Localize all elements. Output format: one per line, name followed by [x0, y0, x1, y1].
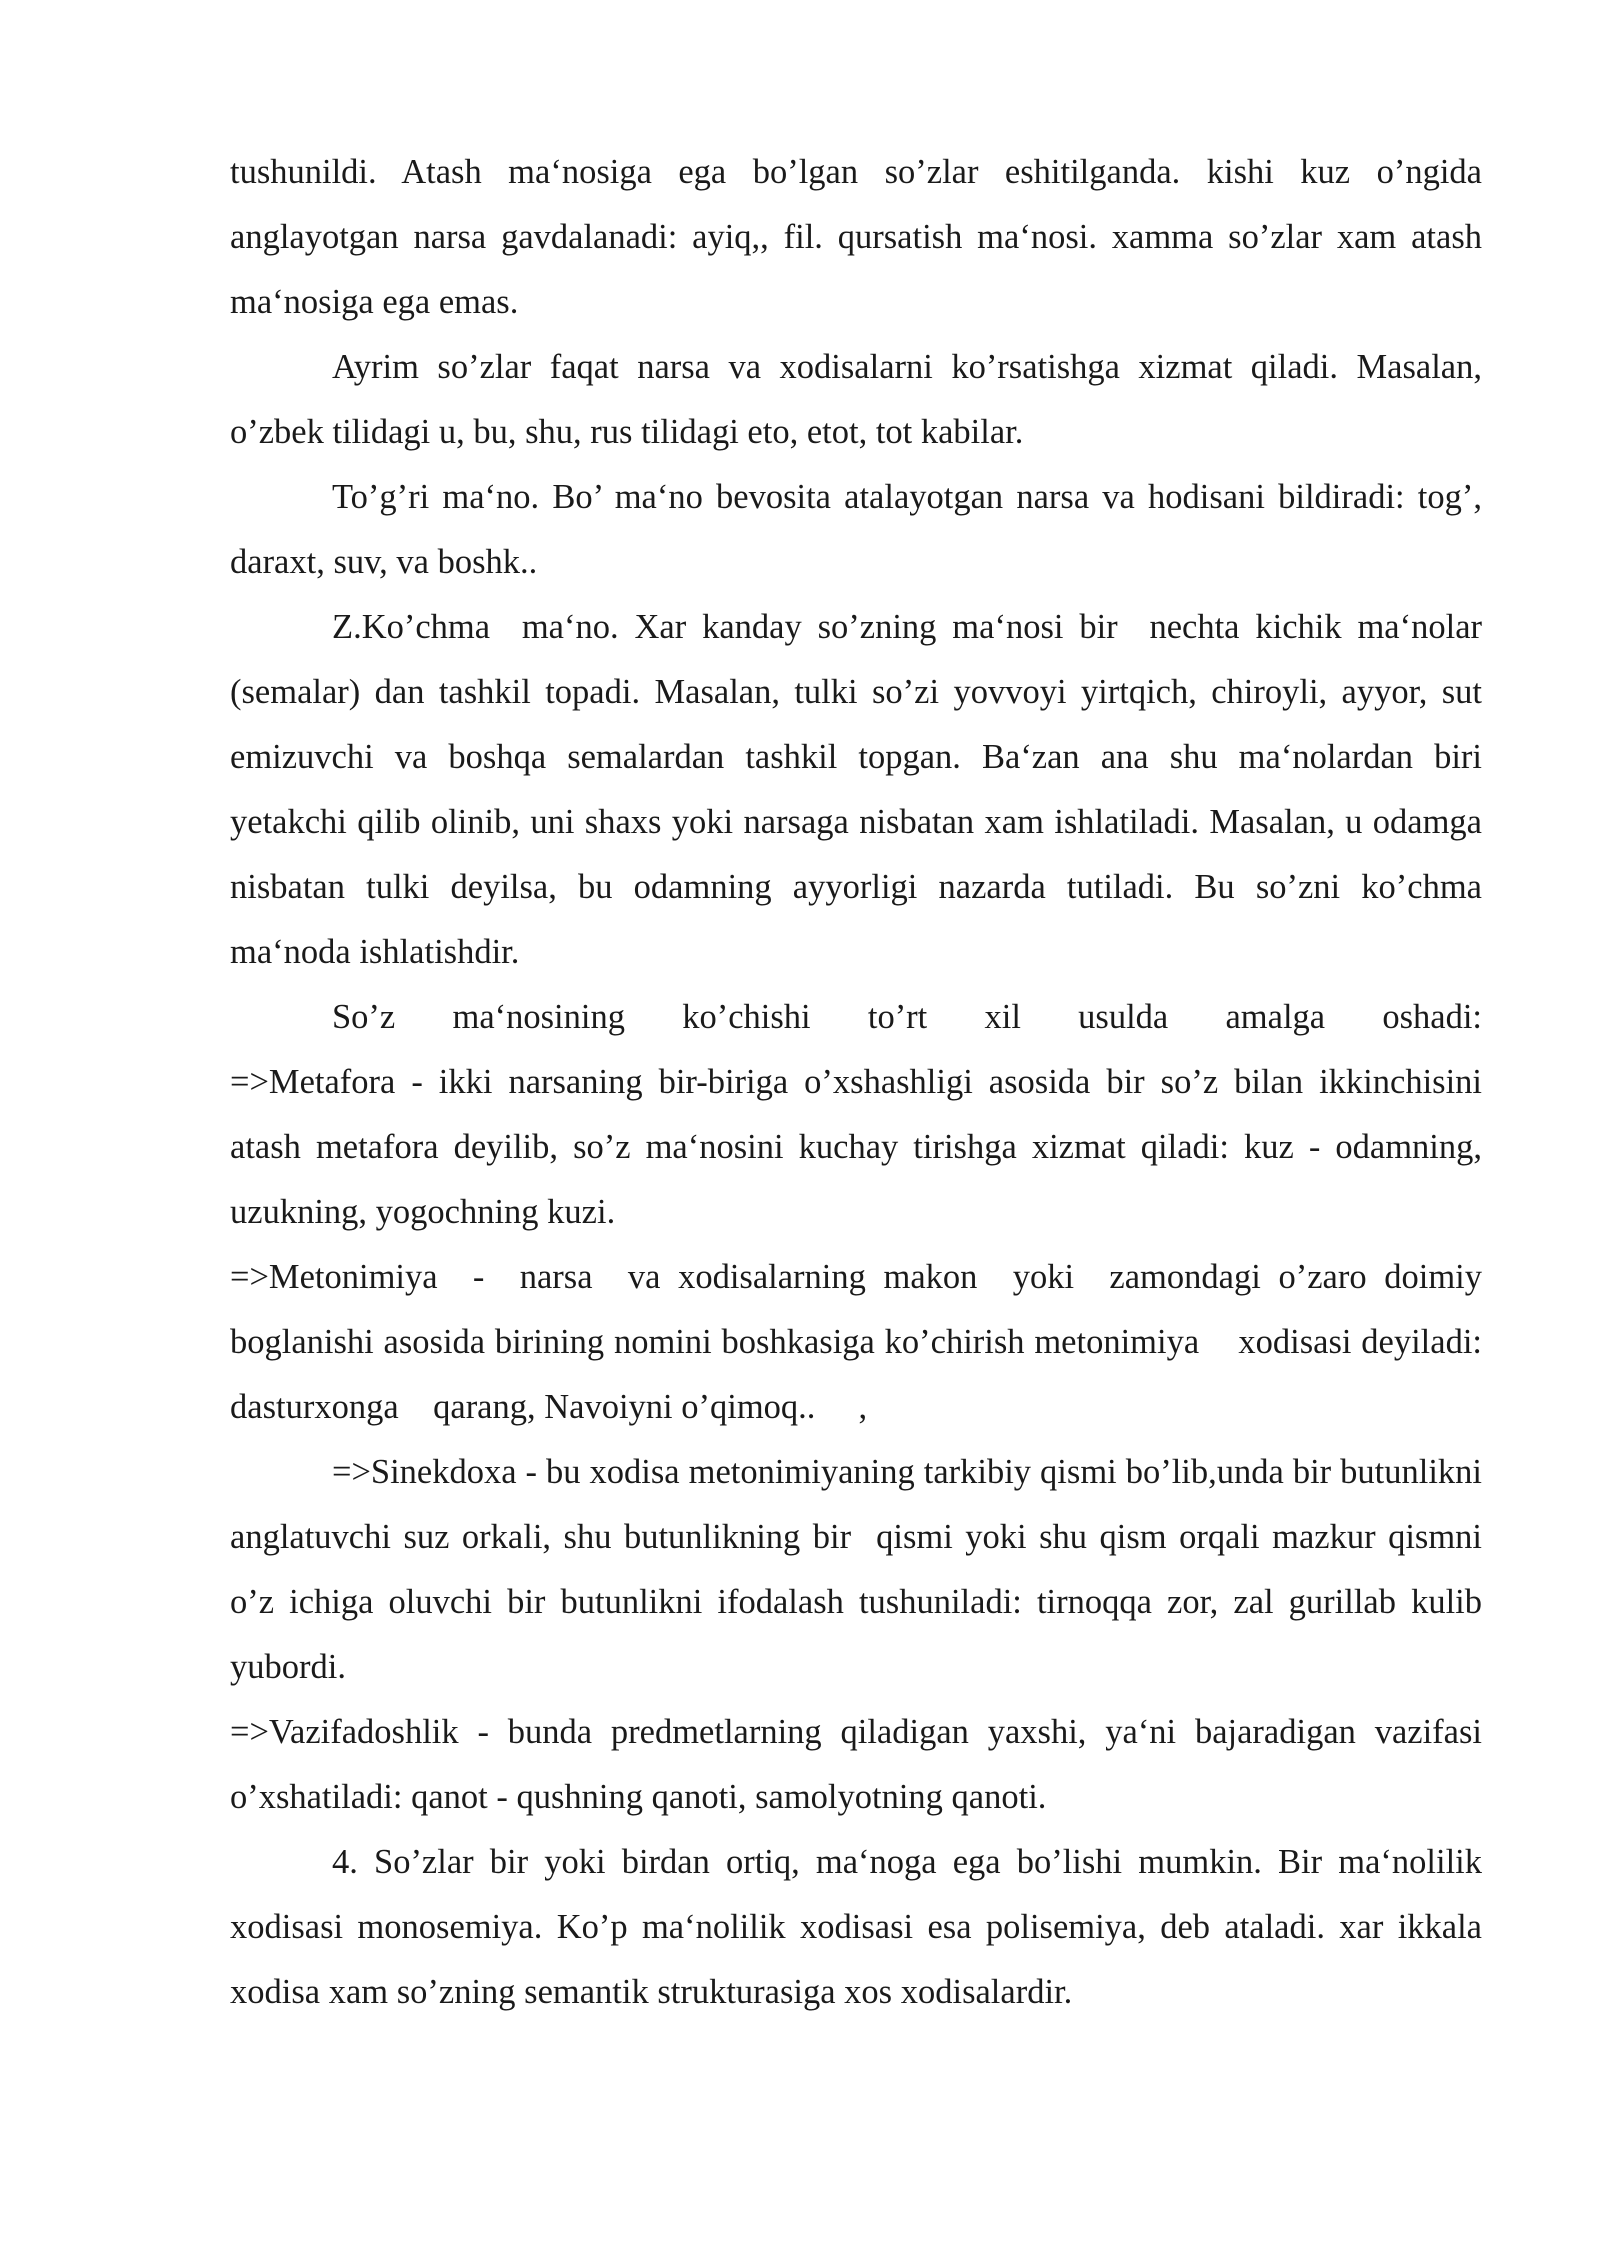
paragraph-kochish-usullari [230, 985, 1517, 1440]
document-page [230, 140, 1517, 2025]
metonimiya-item: =>Metonimiya - narsa va xodisalarning makon yoki zamondagi o’zaro doimiy boglanishi asosida birining nomini boshkasiga ko’chirish metonimiya xodisasi deyiladi: dasturxonga qarang, Navoiyni o’qimoq.. , [230, 1258, 1517, 1426]
paragraph-sinekdoxa [230, 1440, 1491, 1830]
metafora-item: =>Metafora - ikki narsaning bir-biriga o’xshashligi asosida bir so’z bilan ikkinchisini atash metafora deyilib, so’z ma‘nosini kuchay tirishga xizmat qiladi: kuz - odamning, uzukning, yogochning kuzi. [230, 1063, 1482, 1231]
sinekdoxa-item: =>Sinekdoxa - bu xodisa metonimiyaning tarkibiy qismi bo’lib,unda bir butunlikni anglatuvchi suz orkali, shu butunlikning bir qismi yoki shu qism orqali mazkur qismni o’z ichiga oluvchi bir butunlikni ifodalash tushuniladi: tirnoqqa zor, zal gurillab kulib yubordi. [230, 1453, 1491, 1686]
paragraph-atash-manosi: tushunildi. Atash ma‘nosiga ega bo’lgan so’zlar eshitilganda. kishi kuz o’ngida anglayotgan narsa gavdalanadi: ayiq,, fil. qursatish ma‘nosi. xamma so’zlar xam atash ma‘nosiga ega emas. [230, 153, 1482, 321]
paragraph-korsatish: Ayrim so’zlar faqat narsa va xodisalarni ko’rsatishga xizmat qiladi. Masalan, o’zbek tilidagi u, bu, shu, rus tilidagi eto, etot, tot kabilar. [230, 348, 1482, 451]
paragraph-kochma-mano: Z.Ko’chma ma‘no. Xar kanday so’zning ma‘nosi bir nechta kichik ma‘nolar (semalar) dan tashkil topadi. Masalan, tulki so’zi yovvoyi yirtqich, chiroyli, ayyor, sut emizuvchi va boshqa semalardan tashkil topgan. Ba‘zan ana shu ma‘nolardan biri yetakchi qilib olinib, uni shaxs yoki narsaga nisbatan xam ishlatiladi. Masalan, u odamga nisbatan tulki deyilsa, bu odamning ayyorligi nazarda tutiladi. Bu so’zni ko’chma ma‘noda ishlatishdir. [230, 608, 1491, 971]
vazifadoshlik-item: =>Vazifadoshlik - bunda predmetlarning qiladigan yaxshi, ya‘ni bajaradigan vazifasi o’xshatiladi: qanot - qushning qanoti, samolyotning qanoti. [230, 1713, 1482, 1816]
kochish-intro-line: So’z ma‘nosining ko’chishi to’rt xil usulda amalga oshadi: [332, 998, 1482, 1036]
paragraph-monosemiya-polisemiya: 4. So’zlar bir yoki birdan ortiq, ma‘noga ega bo’lishi mumkin. Bir ma‘nolilik xodisasi monosemiya. Ko’p ma‘nolilik xodisasi esa polisemiya, deb ataladi. xar ikkala xodisa xam so’zning semantik strukturasiga xos xodisalardir. [230, 1843, 1482, 2011]
paragraph-togri-mano: To’g’ri ma‘no. Bo’ ma‘no bevosita atalayotgan narsa va hodisani bildiradi: tog’, daraxt, suv, va boshk.. [230, 478, 1482, 581]
